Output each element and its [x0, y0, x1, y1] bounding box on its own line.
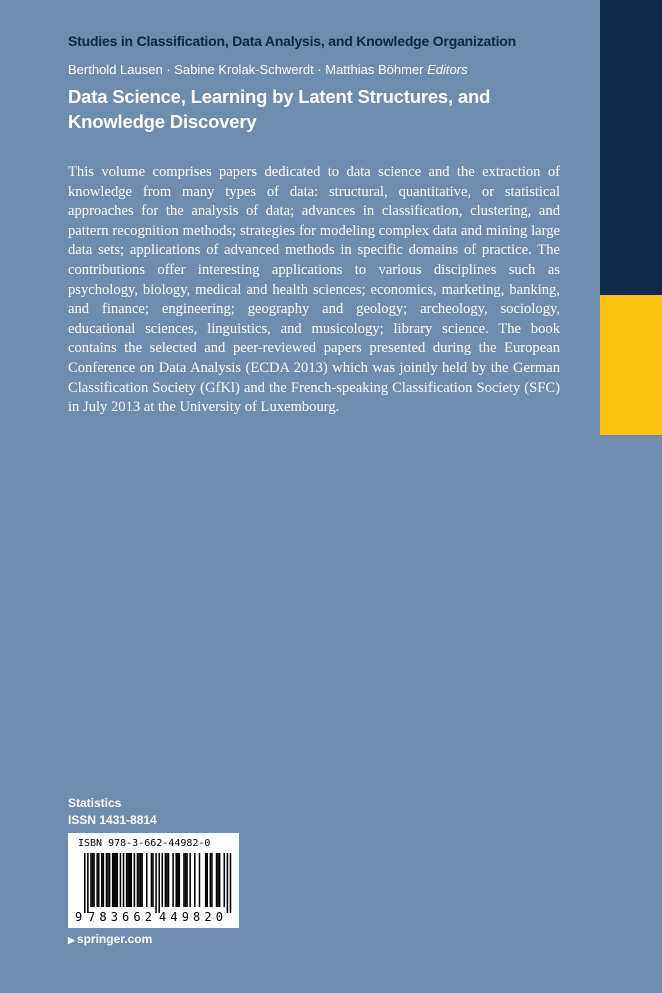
barcode-bar — [117, 853, 119, 907]
barcode-bar — [186, 853, 188, 907]
barcode-bar — [151, 853, 153, 907]
barcode-graphic — [68, 833, 239, 928]
barcode-bar — [183, 853, 185, 907]
barcode-bar — [127, 853, 129, 907]
barcode-bar — [189, 853, 191, 907]
barcode-bar — [155, 853, 157, 913]
barcode-bar — [113, 853, 115, 907]
barcode-bar — [107, 853, 109, 907]
barcode-bar — [87, 853, 89, 913]
barcode-bar — [219, 853, 221, 907]
publisher-website[interactable] — [68, 932, 152, 946]
barcode-bar — [224, 853, 226, 907]
barcode-bar — [165, 853, 167, 907]
barcode-bar — [206, 853, 208, 907]
barcode-bar — [217, 853, 219, 907]
barcode-bar — [131, 853, 133, 907]
barcode-bar — [158, 853, 160, 913]
barcode-bar — [106, 853, 108, 907]
editor-names: Berthold Lausen · Sabine Krolak-Schwerdt · Matthias Böhmer — [68, 62, 424, 77]
barcode-bar — [126, 853, 128, 907]
isbn-barcode — [68, 833, 239, 928]
barcode-bar — [199, 853, 201, 907]
barcode-bar — [205, 853, 207, 907]
barcode-bar — [112, 853, 114, 907]
barcode-bar — [211, 853, 213, 907]
barcode-bar — [152, 853, 154, 907]
barcode-bar — [138, 853, 140, 907]
barcode-bar — [166, 853, 168, 907]
navy-color-stripe — [600, 0, 662, 295]
book-title: Data Science, Learning by Latent Structures, and Knowledge Discovery — [68, 86, 491, 132]
barcode-bar — [129, 853, 131, 907]
barcode-bar — [93, 853, 95, 907]
barcode-bar — [230, 853, 232, 913]
barcode-bar — [137, 853, 139, 907]
barcode-bar — [92, 853, 94, 907]
book-description: This volume comprises papers dedicated to data science and the extraction of knowledge from many types of data: structural, quantitative, or statistical approaches for the analysis of data; advances in classification, clustering, and pattern recognition methods; strategies for modeling complex data and mining large data sets; applications of advanced methods in specific domains of practice. The contributions offer interesting applications to various disciplines such as psychology, biology, medical and health sciences; economics, marketing, banking, and finance; engineering; geography and geology; archeology, sociology, educational sciences, linguistics, and musicology; library science. The book contains the selected and peer-reviewed papers presented during the European Conference on Data Analysis (ECDA 2013) which was jointly held by the German Classification Society (GfKl) and the French-speaking Classification Society (SFC) in July 2013 at the University of Luxembourg. — [68, 164, 560, 416]
barcode-bar — [98, 853, 100, 907]
barcode-bar — [194, 853, 196, 907]
barcode-bar — [134, 853, 136, 907]
barcode-bar — [227, 853, 229, 913]
barcode-bar — [177, 853, 179, 907]
barcode-bar — [210, 853, 212, 907]
editors-role: Editors — [427, 62, 468, 77]
barcode-bar — [101, 853, 103, 907]
editors-line — [68, 62, 468, 77]
barcode-bar — [172, 853, 174, 907]
barcode-first-digit: 9 — [75, 910, 83, 924]
barcode-bar — [168, 853, 170, 907]
barcode-bar — [185, 853, 187, 907]
barcode-bar — [141, 853, 143, 907]
barcode-bar — [162, 853, 164, 907]
barcode-bar — [216, 853, 218, 907]
yellow-color-stripe — [600, 295, 662, 435]
barcode-bar — [96, 853, 98, 907]
barcode-bar — [115, 853, 117, 907]
barcode-bar — [179, 853, 181, 907]
barcode-bar — [90, 853, 92, 907]
barcode-bar — [123, 853, 125, 907]
isbn-text: ISBN 978-3-662-44982-0 — [78, 838, 211, 849]
barcode-bar — [146, 853, 148, 907]
barcode-bar — [175, 853, 177, 907]
barcode-bar — [84, 853, 86, 913]
series-title: Studies in Classification, Data Analysis, and Knowledge Organization — [68, 33, 516, 49]
barcode-left-digits: 783662 — [88, 910, 152, 924]
barcode-bar — [140, 853, 142, 907]
barcode-bar — [103, 853, 105, 907]
arrow-right-icon: ▶ — [68, 935, 75, 945]
barcode-bar — [109, 853, 111, 907]
subject-label: Statistics — [68, 796, 122, 810]
website-label: springer.com — [76, 932, 153, 946]
barcode-right-digits: 449820 — [159, 910, 223, 924]
barcode-bar — [120, 853, 122, 907]
issn-label: ISSN 1431-8814 — [68, 813, 157, 827]
